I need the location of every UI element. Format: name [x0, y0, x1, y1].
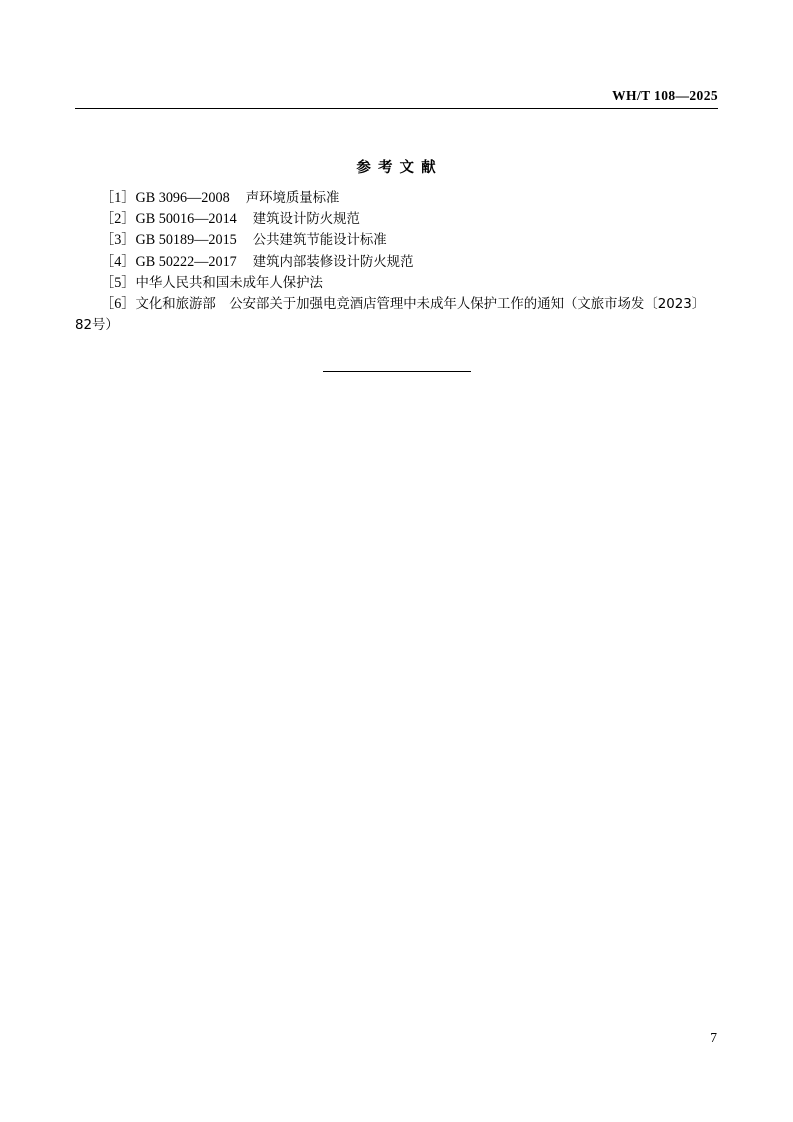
reference-name: 建筑内部装修设计防火规范 [252, 254, 414, 270]
header-divider [75, 108, 718, 109]
reference-marker: ［4］ [100, 253, 136, 270]
reference-marker: ［6］ [100, 296, 136, 313]
page-title: 参 考 文 献 [356, 160, 437, 176]
list-item [75, 188, 720, 209]
reference-name: 公共建筑节能设计标准 [252, 233, 387, 249]
standard-number: WH/T 108—2025 [612, 88, 718, 103]
reference-marker: ［3］ [100, 232, 136, 249]
reference-name: 建筑设计防火规范 [252, 212, 360, 228]
reference-code: GB 50016—2014 [135, 211, 237, 228]
reference-code: GB 50189—2015 [135, 232, 237, 249]
list-item [75, 294, 720, 336]
reference-marker: ［2］ [100, 211, 136, 228]
reference-code: GB 3096—2008 [135, 190, 230, 206]
list-item [75, 209, 720, 230]
list-item [75, 230, 720, 251]
page-header [75, 88, 718, 108]
reference-marker: ［1］ [100, 190, 136, 206]
reference-list [75, 188, 720, 336]
reference-code: GB 50222—2017 [135, 253, 237, 270]
reference-name: 中华人民共和国未成年人保护法 [135, 275, 323, 291]
section-end-divider [323, 371, 471, 372]
list-item [75, 252, 720, 273]
reference-name: 文化和旅游部 公安部关于加强电竞酒店管理中未成年人保护工作的通知（文旅市场发〔2023〕82号） [75, 297, 706, 334]
page-number: 7 [710, 1030, 717, 1045]
list-item [75, 273, 720, 294]
reference-marker: ［5］ [100, 274, 136, 291]
reference-name: 声环境质量标准 [245, 191, 340, 206]
